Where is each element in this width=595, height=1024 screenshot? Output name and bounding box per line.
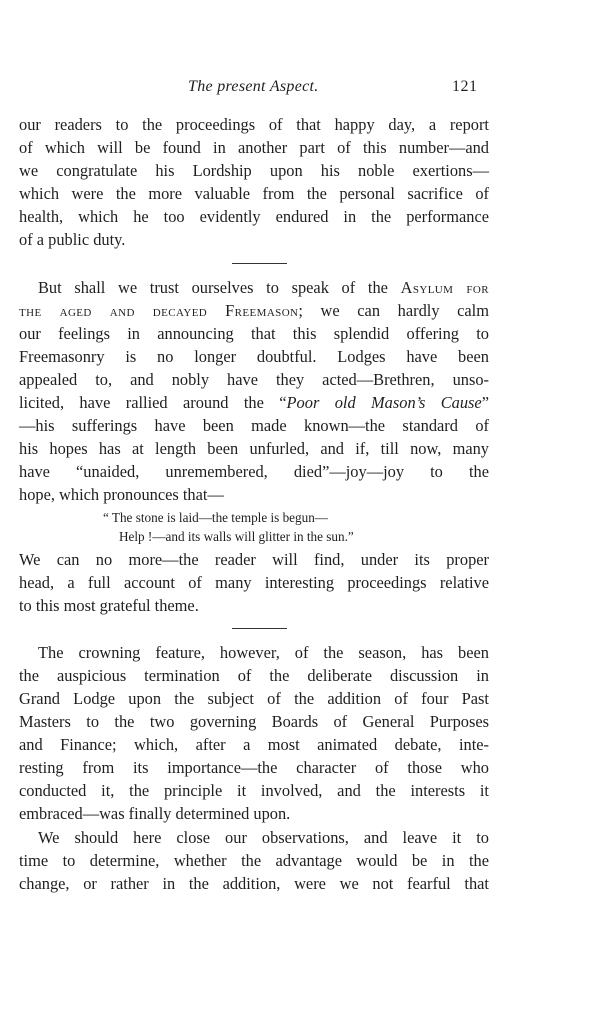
text-run: ” — [481, 393, 489, 413]
text-line: of a public duty. — [19, 230, 126, 250]
text-line: We can no more—the reader will find, under its proper — [19, 549, 489, 569]
italic-run: Poor old Mason’s Cause — [286, 393, 482, 413]
verse-line: “ The stone is laid—the temple is begun— — [103, 509, 328, 525]
text-line: We should here close our observations, and leave it to — [38, 827, 489, 847]
text-line: change, or rather in the addition, were we not fearful that — [19, 873, 489, 893]
text-line: embraced—was finally determined upon. — [19, 804, 291, 824]
text-line: have “unaided, unremembered, died”—joy—joy to the — [19, 462, 489, 482]
text-run: ; we can hardly calm — [298, 300, 489, 320]
text-line: which were the more valuable from the personal sacrifice of — [19, 184, 489, 204]
paragraph-4 — [19, 641, 489, 826]
text-line: resting from its importance—the character of those who — [19, 758, 489, 778]
divider-rule — [232, 263, 287, 264]
small-caps-run: Asylum for — [400, 277, 490, 297]
text-run: But shall we trust ourselves to speak of the — [38, 277, 401, 297]
running-title: The present Aspect. — [188, 78, 319, 95]
text-run: licited, have rallied around the “ — [19, 393, 287, 413]
text-line: The crowning feature, however, of the season, has been — [38, 642, 489, 662]
text-line: his hopes has at length been unfurled, and if, till now, many — [19, 439, 489, 459]
text-line — [19, 276, 489, 299]
text-line: we congratulate his Lordship upon his noble exertions— — [19, 161, 489, 181]
running-head — [0, 78, 595, 100]
section-divider — [19, 617, 489, 641]
text-line — [19, 299, 489, 322]
text-line: conducted it, the principle it involved, and the interests it — [19, 781, 489, 801]
paragraph-2 — [19, 276, 489, 507]
paragraph-1 — [19, 113, 489, 252]
text-line: the auspicious termination of the deliberate discussion in — [19, 665, 489, 685]
page-number: 121 — [452, 78, 478, 95]
divider-rule — [232, 628, 287, 629]
verse-quotation — [19, 507, 489, 548]
text-line: our readers to the proceedings of that happy day, a report — [19, 115, 489, 134]
section-divider — [19, 252, 489, 276]
text-line: appealed to, and nobly have they acted—Brethren, unso- — [19, 369, 489, 389]
text-line: of which will be found in another part of this number—and — [19, 138, 489, 158]
verse-line: Help !—and its walls will glitter in the sun.” — [119, 528, 354, 544]
text-line: head, a full account of many interesting proceedings relative — [19, 572, 489, 592]
text-line: —his sufferings have been made known—the standard of — [19, 416, 489, 436]
paragraph-5 — [19, 826, 489, 895]
text-line: time to determine, whether the advantage would be in the — [19, 850, 489, 870]
text-line: to this most grateful theme. — [19, 595, 199, 615]
text-line: health, which he too evidently endured in the performance — [19, 207, 489, 227]
text-line: our feelings in announcing that this splendid offering to — [19, 323, 489, 343]
text-line: Freemasonry is no longer doubtful. Lodges have been — [19, 346, 489, 366]
text-line — [19, 391, 489, 414]
small-caps-run: the aged and decayed Freemason — [19, 300, 299, 320]
text-line: Grand Lodge upon the subject of the addition of four Past — [19, 688, 489, 708]
text-line: hope, which pronounces that— — [19, 485, 224, 505]
text-line: Masters to the two governing Boards of General Purposes — [19, 712, 489, 732]
paragraph-3 — [19, 548, 489, 617]
text-line: and Finance; which, after a most animated debate, inte- — [19, 735, 489, 755]
body-text — [19, 113, 489, 895]
